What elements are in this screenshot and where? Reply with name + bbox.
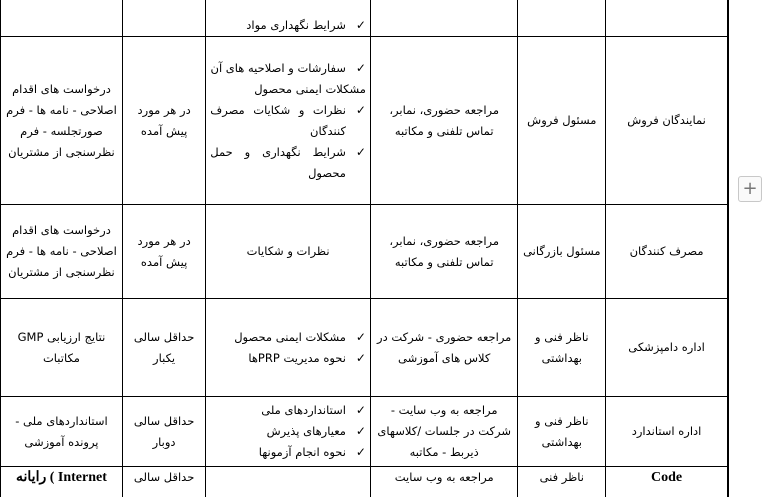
method-cell: مراجعه حضوری، نمابر، تماس تلفنی و مکاتبه: [370, 37, 518, 205]
table-row: [1, 205, 728, 299]
check-icon: ✓: [355, 424, 366, 438]
list-item: ✓ نظرات و شکایات مصرف کنندگان: [210, 100, 366, 142]
output-cell: درخواست های اقدام اصلاحی - نامه ها - فرم صورتجلسه - فرم نظرسنجی از مشتریان: [1, 37, 123, 205]
responsible-cell: مسئول بازرگانی: [518, 205, 606, 299]
list-item: ✓ معیارهای پذیرش: [210, 421, 366, 442]
add-button[interactable]: +: [738, 176, 762, 202]
list-item: ✓ نحوه مدیریت PRPها: [210, 348, 366, 369]
page-border: [728, 0, 729, 497]
output-text: نتایج ارزیابی GMP مکاتبات: [17, 329, 106, 365]
method-cell: [370, 0, 518, 37]
responsible-cell: مسئول فروش: [518, 37, 606, 205]
stakeholder-cell: نمایندگان فروش: [606, 37, 728, 205]
items-cell: [206, 0, 371, 37]
list-item: ✓ استانداردهای ملی: [210, 400, 366, 421]
method-cell: مراجعه حضوری، نمابر، تماس تلفنی و مکاتبه: [370, 205, 518, 299]
items-cell: [206, 37, 371, 205]
check-icon: ✓: [355, 144, 366, 159]
frequency-cell: حداقل سالی یکبار: [122, 299, 205, 397]
stakeholder-cell: Code: [606, 467, 728, 497]
list-item: ✓ شرایط نگهداری و حمل محصول: [210, 142, 366, 184]
check-icon: ✓: [355, 350, 366, 365]
items-cell: [206, 467, 371, 497]
table-row: [1, 467, 728, 497]
frequency-cell: حداقل سالی دوبار: [122, 397, 205, 467]
frequency-cell: در هر مورد پیش آمده: [122, 205, 205, 299]
output-cell: [1, 0, 123, 37]
items-cell: نظرات و شکایات: [206, 205, 371, 299]
check-icon: ✓: [355, 403, 366, 417]
table-row: [1, 397, 728, 467]
responsible-cell: [518, 0, 606, 37]
output-cell: استانداردهای ملی - پرونده آموزشی: [1, 397, 123, 467]
stakeholder-cell: اداره استاندارد: [606, 397, 728, 467]
check-icon: ✓: [355, 102, 366, 117]
table-row: [1, 299, 728, 397]
responsible-cell: ناظر فنی: [518, 467, 606, 497]
responsible-cell: ناظر فنی و بهداشتی: [518, 299, 606, 397]
table-row: [1, 37, 728, 205]
frequency-cell: [122, 0, 205, 37]
list-item: ✓ سفارشات و اصلاحیه های آن: [210, 58, 366, 79]
check-icon: ✓: [355, 445, 366, 459]
check-icon: ✓: [355, 18, 366, 32]
output-cell: درخواست های اقدام اصلاحی - نامه ها - فرم نظرسنجی از مشتریان: [1, 205, 123, 299]
list-item: مشکلات ایمنی محصول: [254, 81, 366, 96]
stakeholder-cell: اداره دامپزشکی: [606, 299, 728, 397]
frequency-cell: در هر مورد پیش آمده: [122, 37, 205, 205]
items-cell: [206, 397, 371, 467]
check-icon: ✓: [355, 60, 366, 75]
responsible-cell: ناظر فنی و بهداشتی: [518, 397, 606, 467]
table-row: [1, 0, 728, 37]
method-cell: مراجعه حضوری - شرکت در کلاس های آموزشی: [370, 299, 518, 397]
check-icon: ✓: [355, 329, 366, 344]
stakeholder-cell: [606, 0, 728, 37]
stakeholder-cell: مصرف کنندگان: [606, 205, 728, 299]
method-cell: مراجعه به وب سایت - شرکت در جلسات /کلاسهای ذیربط - مکاتبه: [370, 397, 518, 467]
frequency-cell: حداقل سالی: [122, 467, 205, 497]
list-item: ✓ نحوه انجام آزمونها: [210, 442, 366, 463]
list-item: ✓ مشکلات ایمنی محصول: [210, 327, 366, 348]
method-cell: مراجعه به وب سایت: [370, 467, 518, 497]
items-cell: [206, 299, 371, 397]
output-cell: Internet ) رایانه: [1, 467, 123, 497]
output-cell: [1, 299, 123, 397]
list-item: ✓ شرایط نگهداری مواد: [210, 15, 366, 36]
